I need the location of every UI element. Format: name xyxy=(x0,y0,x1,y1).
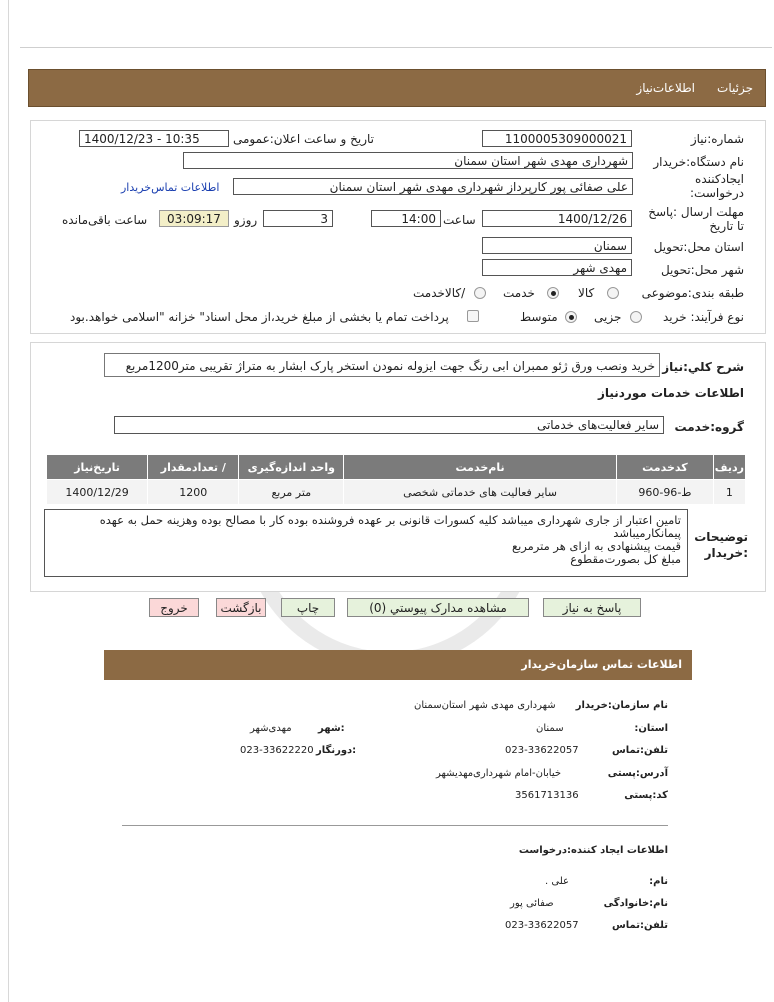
buyer-note-line: پیمانکارمیباشد xyxy=(613,526,681,540)
fax-value: 023-33622220 xyxy=(240,745,314,756)
col-unit: واحد اندازه‌گیری xyxy=(239,455,344,480)
buyer-notes-label-2: :خریدار xyxy=(704,546,748,560)
remaining-label: ساعت باقی‌مانده xyxy=(62,213,148,227)
org-value: شهرداری مهدی شهر استان‌سمنان xyxy=(414,700,556,711)
postal-label: کد:پستی xyxy=(624,790,668,801)
category-service-label: خدمت xyxy=(503,286,535,300)
buyer-org-field[interactable]: شهرداری مهدی شهر استان سمنان xyxy=(183,152,633,169)
fax-label: :دورنگار xyxy=(316,745,357,756)
need-number-label: شماره:نیاز xyxy=(690,132,744,146)
buyer-note-line: تامین اعتبار از جاری شهرداری میباشد کلیه کسورات قانونی بر عهده فروشنده بوده کار با مصالح بوده وهزینه حمل به عهده xyxy=(99,513,681,527)
creator-phone-value: 023-33622057 xyxy=(505,920,579,931)
page-left-border xyxy=(8,0,9,1002)
process-radio-medium[interactable] xyxy=(565,311,577,323)
address-value: خیابان-امام شهرداری‌مهدیشهر xyxy=(436,768,562,779)
category-goods-label: کالا xyxy=(578,286,595,300)
buyer-contact-header xyxy=(104,650,692,680)
creator-field[interactable]: علی صفائی پور کارپرداز شهرداری مهدی شهر استان سمنان xyxy=(233,178,633,195)
process-label: نوع فرآیند: خرید xyxy=(663,310,744,324)
table-header-row xyxy=(47,455,746,480)
time-label: ساعت xyxy=(443,213,476,227)
category-label: طبقه بندی:موضوعی xyxy=(641,286,744,300)
category-radio-goods[interactable] xyxy=(607,287,619,299)
cell-service-name: سایر فعالیت های خدماتی شخصی xyxy=(344,480,617,505)
service-group-field[interactable]: سایر فعالیت‌های خدماتی xyxy=(114,416,664,434)
contact-province-value: سمنان xyxy=(536,723,564,734)
contact-province-label: استان: xyxy=(634,723,668,734)
creator-name-value: علی . xyxy=(545,876,569,887)
deadline-date-field[interactable]: 1400/12/26 xyxy=(482,210,632,227)
announce-field[interactable]: 1400/12/23 - 10:35 xyxy=(79,130,229,147)
org-label: نام سازمان:خریدار xyxy=(575,700,668,711)
announce-label: تاریخ و ساعت اعلان:عمومی xyxy=(233,132,375,146)
province-field[interactable]: سمنان xyxy=(482,237,632,254)
buyer-note-line: مبلغ کل بصورت‌مقطوع xyxy=(570,552,681,566)
tab-details[interactable]: جزئیات xyxy=(717,81,753,95)
buyer-note-line: قیمت پیشنهادی به ازای هر مترمربع xyxy=(511,539,681,553)
contact-divider xyxy=(122,825,668,826)
cell-need-date: 1400/12/29 xyxy=(47,480,148,505)
deadline-time-field[interactable]: 14:00 xyxy=(371,210,441,227)
creator-info-title: اطلاعات ایجاد کننده:درخواست xyxy=(518,845,668,856)
cell-unit: متر مربع xyxy=(239,480,344,505)
address-label: آدرس:پستی xyxy=(607,768,668,779)
creator-family-value: صفائی پور xyxy=(510,898,554,909)
creator-phone-label: تلفن:تماس xyxy=(611,920,668,931)
postal-value: 3561713136 xyxy=(515,790,579,801)
category-radio-service[interactable] xyxy=(547,287,559,299)
days-field[interactable]: 3 xyxy=(263,210,333,227)
attachments-button[interactable]: مشاهده مدارک پیوستي (0) xyxy=(347,598,529,617)
col-row-number: ردیف xyxy=(713,455,745,480)
top-divider xyxy=(20,47,772,48)
category-radio-goods-service[interactable] xyxy=(474,287,486,299)
summary-label: شرح کلي:نياز xyxy=(662,360,744,374)
service-group-label: گروه:خدمت xyxy=(674,420,744,434)
buyer-notes-label-1: توضیحات xyxy=(694,530,748,544)
process-radio-minor[interactable] xyxy=(630,311,642,323)
treasury-payment-note: پرداخت تمام یا بخشی از مبلغ خرید،از محل اسناد" خزانه "اسلامی خواهد.بود xyxy=(70,310,449,324)
city-field[interactable]: مهدی شهر xyxy=(482,259,632,276)
creator-name-label: نام: xyxy=(649,876,668,887)
process-minor-label: جزیی xyxy=(594,310,622,324)
col-need-date: تاریخ‌نیاز xyxy=(47,455,148,480)
col-service-code: کدخدمت xyxy=(617,455,714,480)
contact-city-label: :شهر xyxy=(318,723,345,734)
need-number-field[interactable]: 1100005309000021 xyxy=(482,130,632,147)
days-label: روزو xyxy=(234,213,258,227)
remaining-time-field: 03:09:17 xyxy=(159,210,229,227)
phone-value: 023-33622057 xyxy=(505,745,579,756)
buyer-contact-title: اطلاعات تماس سازمان‌خریدار xyxy=(521,658,682,671)
treasury-payment-checkbox[interactable] xyxy=(467,310,479,322)
phone-label: تلفن:تماس xyxy=(611,745,668,756)
cell-row-number: 1 xyxy=(713,480,745,505)
page-tab-bar xyxy=(28,69,766,107)
deadline-label: مهلت ارسال :پاسخ تا تاریخ xyxy=(648,205,744,233)
buyer-org-label: نام دستگاه:خریدار xyxy=(653,155,744,169)
process-medium-label: متوسط xyxy=(520,310,558,324)
cell-service-code: ط-96-960 xyxy=(617,480,714,505)
province-label: استان محل:تحویل xyxy=(653,240,744,254)
creator-family-label: نام:خانوادگی xyxy=(603,898,668,909)
services-table xyxy=(46,454,746,505)
cell-quantity: 1200 xyxy=(148,480,239,505)
print-button[interactable]: چاپ xyxy=(281,598,335,617)
buyer-contact-link[interactable]: اطلاعات تماس‌خریدار xyxy=(121,181,220,194)
col-quantity: / تعدادمقدار xyxy=(148,455,239,480)
creator-label: ایجادکننده درخواست: xyxy=(690,172,744,200)
contact-city-value: مهدی‌شهر xyxy=(250,723,292,734)
city-label: شهر محل:تحویل xyxy=(660,263,744,277)
back-button[interactable]: بازگشت xyxy=(216,598,266,617)
exit-button[interactable]: خروج xyxy=(149,598,199,617)
tab-need-info[interactable]: اطلاعات‌نیاز xyxy=(636,81,695,95)
reply-button[interactable]: پاسخ به نیاز xyxy=(543,598,641,617)
col-service-name: نام‌خدمت xyxy=(344,455,617,480)
buyer-notes-box[interactable] xyxy=(44,509,688,577)
table-row[interactable] xyxy=(47,480,746,505)
category-goods-service-label: /کالاخدمت xyxy=(413,286,466,300)
services-title: اطلاعات خدمات موردنیاز xyxy=(597,386,744,400)
summary-field[interactable]: خرید ونصب ورق ژئو ممبران ابی رنگ جهت ایزوله نمودن استخر پارک ابشار به متراژ تقریبی متر1200مربع xyxy=(104,353,660,377)
